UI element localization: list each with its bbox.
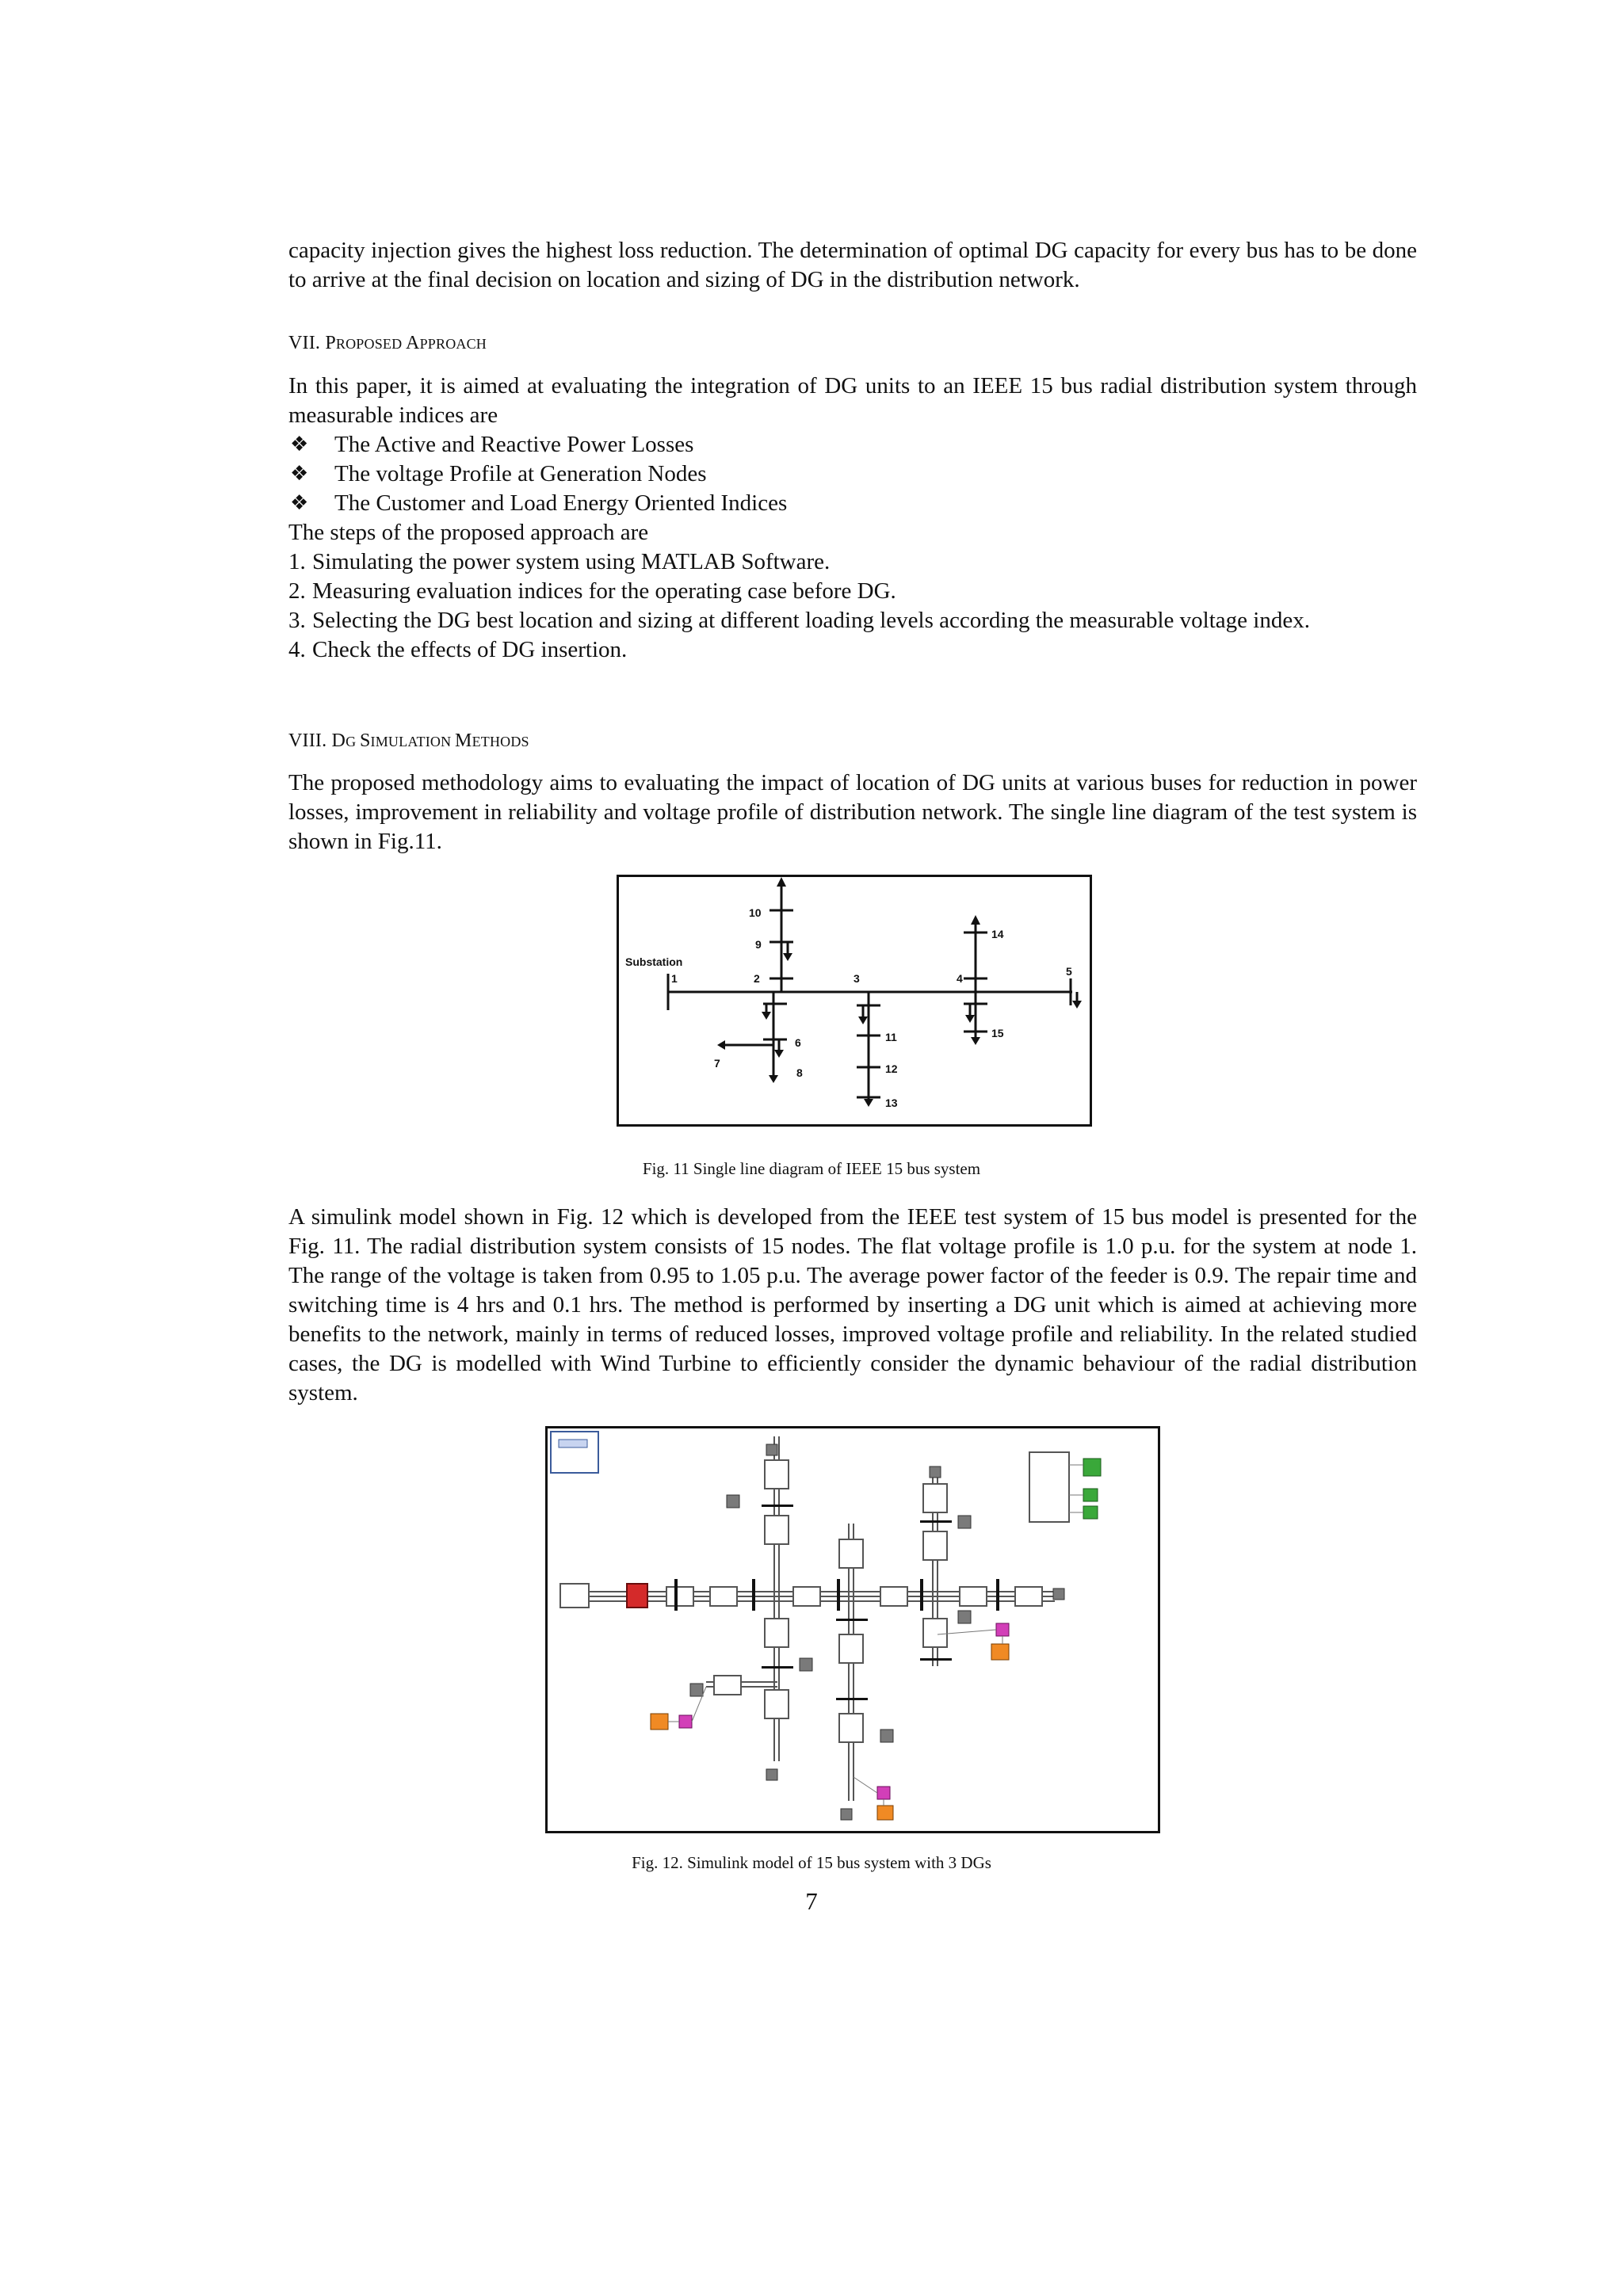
bus-label: 1 [671, 972, 678, 985]
load-block [1053, 1589, 1064, 1600]
bus-label: 7 [714, 1057, 720, 1070]
figure-12-svg [548, 1428, 1158, 1831]
line-block [765, 1516, 789, 1544]
powergui-block [551, 1432, 598, 1473]
step-number: 1. [288, 549, 306, 574]
arrow-down-icon [858, 1016, 868, 1024]
step-number: 2. [288, 578, 306, 604]
line-block [765, 1690, 789, 1718]
bus-bar [920, 1658, 952, 1661]
line-block [765, 1460, 789, 1489]
section-8-heading [288, 729, 1417, 753]
arrow-down-icon [864, 1099, 873, 1107]
bus-label: 8 [796, 1066, 803, 1079]
source-block [560, 1584, 589, 1608]
arrow-down-icon [1072, 1001, 1082, 1009]
bus-bar [837, 1579, 840, 1611]
arrow-down-icon [774, 1050, 784, 1058]
load-block [958, 1516, 971, 1528]
line-block [839, 1634, 863, 1663]
list-item [288, 430, 1417, 460]
diamond-bullet-icon: ❖ [290, 433, 309, 456]
bus-label: 3 [854, 972, 860, 985]
dg-wind-turbine-block [877, 1806, 893, 1820]
bus-bar [920, 1520, 952, 1523]
arrow-down-icon [971, 1037, 980, 1045]
bus-label: 4 [957, 972, 963, 985]
load-block [930, 1466, 941, 1478]
line-block [839, 1539, 863, 1568]
bus-label: 11 [885, 1031, 897, 1043]
step-text: Check the effects of DG insertion. [312, 637, 628, 662]
line-block [714, 1676, 741, 1695]
line-block [710, 1587, 737, 1606]
line-block [839, 1714, 863, 1742]
load-block [766, 1444, 777, 1455]
bus-bar [762, 1505, 793, 1507]
section-8-title-part: ETHODS [472, 734, 529, 749]
load-block [690, 1684, 703, 1696]
simulink-paragraph: A simulink model shown in Fig. 12 which is developed from the IEEE test system of 15 bus model is presented for the Fig. 11. The radial distribution system consists of 15 nodes. The flat voltage profile is 1.0 p.u. for the system at node 1. The range of the voltage is taken from 0.95 to 1.05 p.u. The average power factor of the feeder is 0.9. The repair time and switching time is 4 hrs and 0.1 hrs. The method is performed by inserting a DG unit which is aimed at achieving more benefits to the network, mainly in terms of reduced losses, improved voltage profile and reliability. In the related studied cases, the DG is modelled with Wind Turbine to efficiently consider the dynamic behaviour of the radial distribution system. [288, 1204, 1417, 1405]
dg-wind-turbine-block [991, 1644, 1009, 1660]
load-block [880, 1730, 893, 1742]
list-item-text: The Customer and Load Energy Oriented Indices [334, 490, 788, 516]
section-8-title-part: IMULATION [370, 734, 456, 749]
page-number: 7 [805, 1887, 818, 1915]
arrow-down-icon [762, 1012, 771, 1020]
scope-block [1083, 1506, 1098, 1519]
section-7-heading [288, 331, 1417, 356]
figure-11-single-line-diagram [617, 875, 1092, 1127]
figure-11-svg [619, 877, 1090, 1124]
load-block [800, 1658, 812, 1671]
arrow-up-icon [971, 915, 980, 925]
list-item [288, 489, 1417, 518]
bus-bar [674, 1579, 678, 1611]
dg-converter-block [996, 1623, 1009, 1636]
substation-label: Substation [625, 955, 683, 968]
indices-list [288, 430, 1417, 518]
arrow-down-icon [965, 1015, 975, 1023]
bus-label: 6 [795, 1036, 801, 1049]
arrow-up-icon [777, 877, 786, 887]
intro-paragraph: capacity injection gives the highest loss reduction. The determination of optimal DG capacity for every bus has to be done to arrive at the final decision on location and sizing of DG in the distribution network. [288, 238, 1417, 292]
load-block [841, 1809, 852, 1820]
diamond-bullet-icon: ❖ [290, 491, 309, 515]
load-block [766, 1769, 777, 1780]
step-item [288, 577, 1417, 606]
step-item [288, 547, 1417, 577]
substation-source-block [627, 1584, 647, 1608]
bus-label: 10 [749, 906, 762, 919]
section-8-paragraph: The proposed methodology aims to evaluating the impact of location of DG units at various buses for reduction in power losses, improvement in reliability and voltage profile of distribution network. The single line diagram of the test system is shown in Fig.11. [288, 770, 1417, 854]
section-7-title-part: ROPOSED [335, 336, 407, 352]
step-text: Simulating the power system using MATLAB Software. [312, 549, 831, 574]
bus-label: 14 [991, 928, 1004, 940]
step-number: 3. [288, 608, 306, 633]
steps-list [288, 547, 1417, 665]
measurement-block [1029, 1452, 1069, 1522]
load-block [727, 1495, 739, 1508]
arrow-left-icon [717, 1040, 725, 1050]
section-8-title-letter: D [331, 730, 346, 751]
dg-converter-block [679, 1715, 692, 1728]
step-item [288, 635, 1417, 665]
line-block [923, 1619, 947, 1647]
section-8-title-letter: M [455, 730, 472, 751]
step-text: Selecting the DG best location and sizing at different loading levels according the measurable voltage index. [312, 608, 1310, 633]
line-block [793, 1587, 820, 1606]
bus-bar [920, 1579, 923, 1611]
section-7-title-letter: A [406, 333, 420, 353]
list-item [288, 460, 1417, 489]
line-block [666, 1587, 693, 1606]
diamond-bullet-icon: ❖ [290, 462, 309, 486]
scope-block [1083, 1489, 1098, 1501]
bus-bar [752, 1579, 755, 1611]
section-8-number: VIII. [288, 730, 332, 751]
intro-paragraph-block [288, 236, 1417, 295]
line-block [880, 1587, 907, 1606]
section-8-body [288, 769, 1417, 856]
bus-label: 13 [885, 1097, 898, 1109]
line-block [765, 1619, 789, 1647]
step-number: 4. [288, 637, 306, 662]
step-item [288, 606, 1417, 635]
arrow-down-icon [769, 1075, 778, 1083]
figure-12-caption: Fig. 12. Simulink model of 15 bus system with 3 DGs [632, 1853, 991, 1872]
dg-wind-turbine-block [651, 1714, 668, 1730]
bus-label: 9 [755, 938, 762, 951]
section-7-body [288, 372, 1417, 665]
bus-label: 12 [885, 1062, 898, 1075]
figure-12-simulink-model [545, 1426, 1160, 1833]
dg-converter-block [877, 1787, 890, 1799]
section-8-title-part: G [346, 734, 360, 749]
section-7-title-part: PPROACH [419, 336, 487, 352]
bus-label: 2 [754, 972, 760, 985]
arrow-down-icon [783, 953, 792, 961]
section-7-number: VII. [288, 333, 326, 353]
simulink-paragraph-block [288, 1203, 1417, 1408]
powergui-icon [559, 1440, 587, 1447]
line-block [923, 1531, 947, 1560]
bus-label: 15 [991, 1027, 1004, 1039]
section-8-title-letter: S [359, 730, 371, 751]
section-7-paragraph: In this paper, it is aimed at evaluating the integration of DG units to an IEEE 15 bus radial distribution system through measurable indices are [288, 373, 1417, 428]
line-block [1015, 1587, 1042, 1606]
bus-bar [762, 1666, 793, 1669]
list-item-text: The Active and Reactive Power Losses [334, 432, 694, 457]
bus-bar [996, 1579, 999, 1611]
bus-label: 5 [1066, 965, 1072, 978]
step-text: Measuring evaluation indices for the operating case before DG. [312, 578, 896, 604]
bus-bar [836, 1619, 868, 1621]
scope-block [1083, 1459, 1101, 1476]
line-block [960, 1587, 987, 1606]
bus-bar [836, 1698, 868, 1700]
list-item-text: The voltage Profile at Generation Nodes [334, 461, 707, 486]
figure-11-caption: Fig. 11 Single line diagram of IEEE 15 bus system [642, 1159, 981, 1178]
steps-intro: The steps of the proposed approach are [288, 520, 649, 545]
section-7-title-letter: P [325, 333, 336, 353]
line-block [923, 1484, 947, 1512]
load-block [958, 1611, 971, 1623]
